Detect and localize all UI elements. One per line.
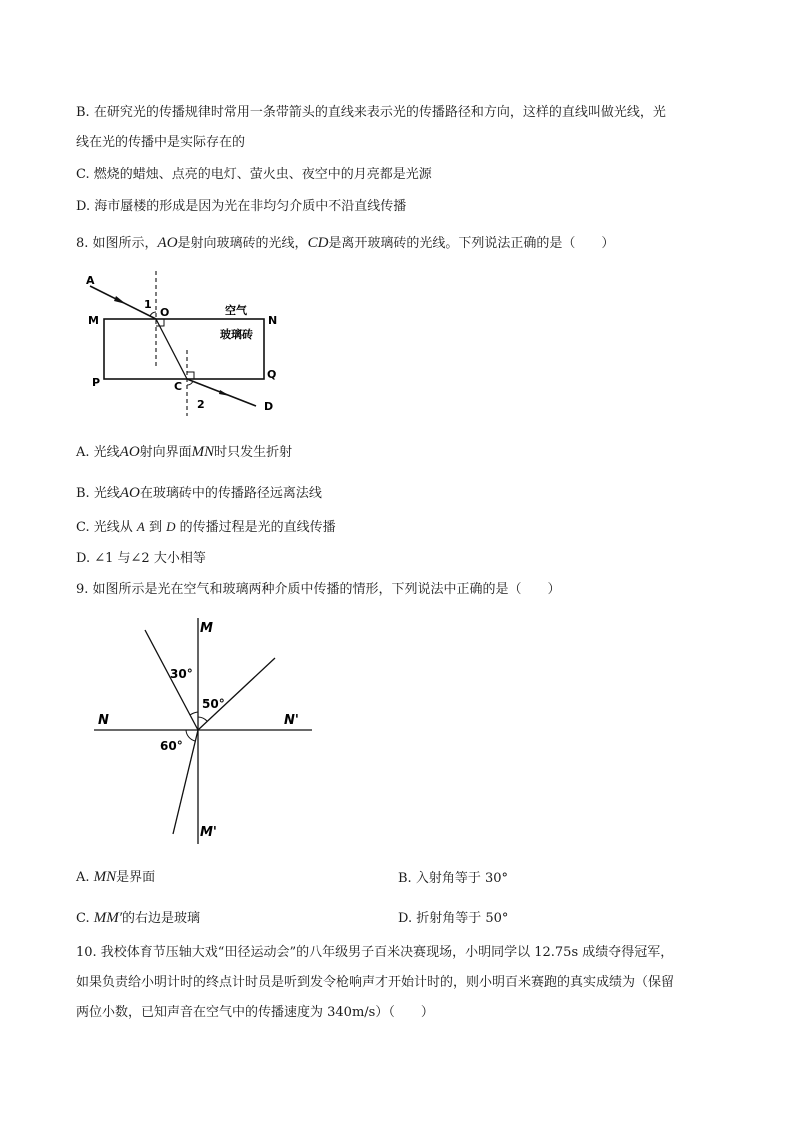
label-n-prime: N' (284, 713, 299, 728)
q8-option-b-ao: AO (119, 485, 140, 501)
q8-option-c-a: A (136, 519, 145, 534)
label-m: M (200, 621, 213, 636)
q8-option-a-suffix: 时只发生折射 (214, 445, 293, 460)
q8-option-a-ao: AO (119, 444, 140, 460)
label-60: 60° (160, 739, 183, 753)
q8-option-b-prefix: B. 光线 (76, 486, 120, 501)
q8-option-c-mid: 到 (144, 520, 167, 535)
q10-line2: 如果负责给小明计时的终点计时员是听到发令枪响声才开始计时的，则小明百米赛跑的真实成绩为（保留 (76, 975, 675, 990)
label-50: 50° (202, 697, 225, 711)
q8-stem-cd: CD (307, 235, 329, 251)
q9-option-a-prefix: A. (76, 870, 94, 885)
label-m: M (88, 314, 99, 327)
q7-option-b-line2: 线在光的传播中是实际存在的 (76, 135, 246, 150)
q7-option-c: C. 燃烧的蜡烛、点亮的电灯、萤火虫、夜空中的月亮都是光源 (76, 167, 432, 182)
label-o: O (160, 306, 170, 319)
q7-option-d: D. 海市蜃楼的形成是因为光在非均匀介质中不沿直线传播 (76, 199, 407, 214)
label-air: 空气 (225, 304, 247, 317)
label-2: 2 (197, 398, 205, 411)
label-d: D (264, 400, 274, 413)
q8-option-c-prefix: C. 光线从 (76, 520, 137, 535)
q8-stem-suffix: 是离开玻璃砖的光线。下列说法正确的是（ ） (328, 236, 615, 251)
q8-option-a-prefix: A. 光线 (76, 445, 120, 460)
q8-option-c (76, 518, 336, 537)
label-glass: 玻璃砖 (220, 328, 253, 341)
q8-option-a-mn: MN (191, 444, 215, 460)
right-angle-c (187, 372, 194, 379)
label-q: Q (267, 368, 277, 381)
q8-option-c-d: D (166, 519, 176, 534)
arc-50 (198, 717, 207, 721)
q8-figure (80, 268, 290, 418)
q8-stem-mid: 是射向玻璃砖的光线， (177, 236, 308, 251)
q9-option-c-suffix: 的右边是玻璃 (122, 911, 201, 926)
q8-option-b-suffix: 在玻璃砖中的传播路径远离法线 (139, 486, 322, 501)
arrow-ao (114, 296, 126, 304)
label-m-prime: M' (200, 825, 217, 840)
q8-option-a-mid: 射向界面 (139, 445, 192, 460)
q8-stem-ao: AO (157, 235, 178, 251)
q8-stem-prefix: 8. 如图所示， (76, 236, 158, 251)
angle-mark-1 (150, 312, 156, 316)
q9-option-a-suffix: 是界面 (116, 870, 156, 885)
label-c: C (174, 380, 183, 393)
label-p: P (92, 376, 101, 389)
q9-option-d: D. 折射角等于 50° (398, 911, 509, 926)
q9-option-c-mm: MM′ (93, 910, 123, 926)
label-n: N (98, 713, 109, 728)
q7-option-b-line1: B. 在研究光的传播规律时常用一条带箭头的直线来表示光的传播路径和方向，这样的直线叫做光线，光 (76, 105, 666, 120)
q8-option-b (76, 484, 322, 503)
refracted-ray-oc (156, 319, 187, 379)
q8-option-c-suffix: 的传播过程是光的直线传播 (175, 520, 336, 535)
q8-option-a (76, 443, 292, 462)
q9-option-b: B. 入射角等于 30° (398, 871, 508, 886)
q10-line1: 10. 我校体育节压轴大戏“田径运动会”的八年级男子百米决赛现场，小明同学以 12.75s 成绩夺得冠军， (76, 945, 674, 960)
arc-60 (186, 730, 195, 741)
q9-figure (90, 612, 320, 850)
arc-30 (190, 712, 198, 715)
q9-option-a (76, 868, 155, 887)
label-a: A (86, 274, 95, 287)
q10-line3: 两位小数，已知声音在空气中的传播速度为 340m/s）（ ） (76, 1005, 434, 1020)
label-30: 30° (170, 667, 193, 681)
q8-stem (76, 234, 614, 253)
q8-option-d: D. ∠1 与∠2 大小相等 (76, 551, 206, 566)
q9-option-c-prefix: C. (76, 911, 94, 926)
arrow-cd (219, 390, 230, 396)
q9-option-c (76, 909, 200, 928)
label-n: N (268, 314, 278, 327)
ray-upper-right (198, 658, 275, 730)
q9-option-a-mn: MN (93, 869, 117, 885)
label-1: 1 (144, 298, 152, 311)
q9-stem: 9. 如图所示是光在空气和玻璃两种介质中传播的情形，下列说法中正确的是（ ） (76, 582, 561, 597)
